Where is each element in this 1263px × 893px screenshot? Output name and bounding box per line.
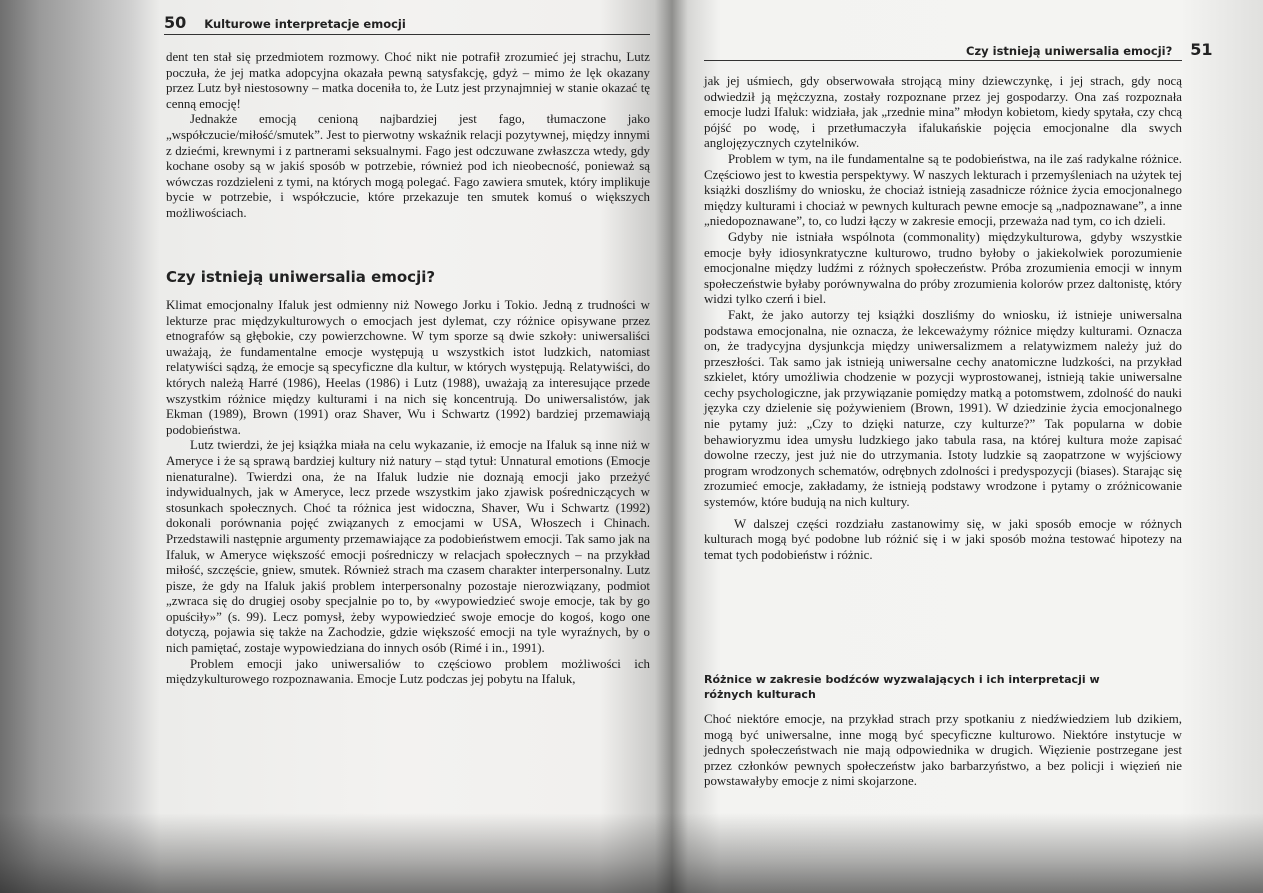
paragraph: Problem w tym, na ile fundamentalne są te podobieństwa, na ile zaś radykalne różnice. Częściowo jest to kwestia perspektywy. W naszych lekturach i przemyśleniach na użytek tej książki doszliśmy do wniosku, że chociaż istnieją zasadnicze różnice życia emocjonalnego między kulturami i chociaż w pewnych kulturach pewne emocje są „nadpoznawane”, a inne „niedopoznawane”, to, co ludzi łączy w zakresie emocji, przeważa nad tym, co ich dzieli.	[704, 151, 1182, 229]
paragraph: Jednakże emocją cenioną najbardziej jest fago, tłumaczone jako „współczucie/miłość/smutek”. Jest to pierwotny wskaźnik relacji pozytywnej, między innymi z dziećmi, krewnymi i z partnerami seksualnymi. Fago jest odczuwane zwłaszcza wtedy, gdy kochane osoby są w jakiś sposób w potrzebie, również pod ich nieobecność, ponieważ są wówczas rozdzieleni z tymi, na których mogą polegać. Fago zawiera smutek, który implikuje bycie w potrzebie, i współczucie, które przekazuje ten smutek komuś o większych możliwościach.	[166, 112, 650, 220]
right-header-rule	[704, 60, 1182, 61]
paragraph: jak jej uśmiech, gdy obserwowała strojącą miny dziewczynkę, i jej strach, gdy nocą odwiedził ją mężczyzna, zostały rozpoznane przez jej gospodarzy. Ona zaś rozpoznała emocje ludzi Ifaluk: widziała, jak „rzednie mina” młodyn kobietom, kiedy spytała, czy chcą pójść po wodę, i przetłumaczyła ifalukańskie pojęcia emocjonalne dla swych anglojęzycznych czytelników.	[704, 74, 1182, 151]
paragraph: Fakt, że jako autorzy tej książki doszliśmy do wniosku, iż istnieje uniwersalna podstawa emocjonalna, nie oznacza, że lekceważymy różnice między kulturami. Oznacza on, że tradycyjna dysjunkcja między uniwersalizmem a relatywizmem należy już do przeszłości. Tak samo jak istnieją uniwersalne cechy anatomiczne ludzkości, na przykład szkielet, który umożliwia chodzenie w pozycji wyprostowanej, istnieją takie uniwersalne cechy psychologiczne, jak przywiązanie pomiędzy matką a potomstwem, zdolność do nauki języka czy dzielenie się pożywieniem (Brown, 1991). W dziedzinie życia emocjonalnego nie pytamy już: „Czy to dzięki naturze, czy kulturze?” Tak popularna w dobie behawioryzmu idea umysłu ludzkiego jako tabula rasa, na której kultura może zapisać dowolne rzeczy, jest już nie do utrzymania. Istoty ludzkie są zaopatrzone w wyjściowy program wrodzonych schematów, odrębnych zdolności i predyspozycji (biases). Starając się zrozumieć emocje, zakładamy, że istnieją podstawy wrodzone i pytamy o zróżnicowanie systemów, które budują na nich kultury.	[704, 307, 1182, 510]
right-page	[668, 0, 1263, 893]
subheading: Różnice w zakresie bodźców wyzwalających i ich interpretacji w różnych kulturach	[704, 673, 1100, 701]
paragraph: Gdyby nie istniała wspólnota (commonality) międzykulturowa, gdyby wszystkie emocje były idiosynkratyczne kulturowo, trudno byłoby o jakiekolwiek porozumienie emocjonalne między ludźmi z różnych społeczeństw. Próba zrozumienia emocji w innym społeczeństwie byłaby porównywalna do próby zrozumienia kolorów przez daltonistę, który widzi tylko czerń i biel.	[704, 229, 1182, 307]
left-header-title: Kulturowe interpretacje emocji	[204, 17, 406, 31]
paragraph: Klimat emocjonalny Ifaluk jest odmienny niż Nowego Jorku i Tokio. Jedną z trudności w lekturze prac międzykulturowych o emocjach jest dylemat, czy różnice opisywane przez etnografów są głębokie, czy powierzchowne. W tym sporze są dwie szkoły: uniwersaliści uważają, że fundamentalne emocje występują u wszystkich istot ludzkich, natomiast relatywiści sądzą, że emocje są specyficzne dla kultur, w których występują. Relatywiści, do których należą Harré (1986), Heelas (1986) i Lutz (1988), uważają za interesujące przede wszystkim różnice między kulturami i na nich się koncentrują. Do uniwersalistów, jak Ekman (1989), Brown (1991) oraz Shaver, Wu i Schwartz (1992) bardziej przemawiają podobieństwa.	[166, 298, 650, 437]
paragraph: Problem emocji jako uniwersaliów to częściowo problem możliwości ich międzykulturowego rozpoznawania. Emocje Lutz podczas jej pobytu na Ifaluk,	[166, 656, 650, 687]
paragraph: Lutz twierdzi, że jej książka miała na celu wykazanie, iż emocje na Ifaluk są inne niż w Ameryce i że są sprawą bardziej kultury niż natury – stąd tytuł: Unnatural emotions (Emocje nienaturalne). Twierdzi ona, że na Ifaluk ludzie nie doznają emocji jako przeżyć indywidualnych, jak w Ameryce, lecz przede wszystkim jako zjawisk pośredniczących w stosunkach społecznych. Choć ta różnica jest widoczna, Shaver, Wu i Schwartz (1992) dokonali porównania pojęć związanych z emocjami w USA, Włoszech i Chinach. Przedstawili następnie argumenty przemawiające za podobieństwem emocji. Tak samo jak na Ifaluk, w Ameryce większość emocji pośredniczy w relacjach społecznych – na przykład miłość, szczęście, gniew, smutek. Również strach ma czasem charakter interpersonalny. Lutz pisze, że gdy na Ifaluk jakiś problem interpersonalny pozostaje nierozwiązany, podmiot „zwraca się do drugiej osoby specjalnie po to, by «wypowiedzieć swoje emocje, tak by go opuściły»” (s. 99). Lecz pomysł, żeby wypowiedzieć swoje emocje do kogoś, kogo one dotyczą, pojawia się także na Zachodzie, gdzie większość emocji na tyle wyraźnych, by o nich pamiętać, zostaje wypowiedziana do innych osób (Rimé i in., 1991).	[166, 438, 650, 656]
left-page-number: 50	[164, 13, 187, 32]
paragraph: Choć niektóre emocje, na przykład strach przy spotkaniu z niedźwiedziem lub dzikiem, mogą być uniwersalne, inne mogą być specyficzne kulturowo. Niektóre instytucje w jednych społeczeństwach nie mają odpowiednika w drugich. Więzienie postrzegane jest przez członków pewnych społeczeństw jako barbarzyństwo, a bez policji i więzień nie powstawałyby emocje z nimi skojarzone.	[704, 712, 1182, 789]
right-body-after	[704, 712, 1182, 790]
right-running-header	[966, 40, 1213, 59]
paragraph: dent ten stał się przedmiotem rozmowy. Choć nikt nie potrafił zrozumieć jej strachu, Lutz poczuła, że jej matka adopcyjna okazała pewną satysfakcję, gdyż – mimo że lęk okazany przez Lutz był niestosowny – matka doceniła to, że Lutz jest przynajmniej w stanie okazać tę cenną emocję!	[166, 50, 650, 111]
left-body-bottom	[166, 298, 650, 688]
right-header-title: Czy istnieją uniwersalia emocji?	[966, 44, 1173, 58]
left-header-rule	[164, 34, 650, 35]
right-page-number: 51	[1190, 40, 1213, 59]
section-heading: Czy istnieją uniwersalia emocji?	[166, 268, 436, 286]
left-body-top	[166, 50, 650, 222]
paragraph: W dalszej części rozdziału zastanowimy się, w jaki sposób emocje w różnych kulturach mogą być podobne lub różnić się i w jaki sposób można testować hipotezy na temat tych podobieństw i różnic.	[704, 516, 1182, 562]
left-running-header	[164, 13, 406, 32]
right-body	[704, 74, 1182, 563]
